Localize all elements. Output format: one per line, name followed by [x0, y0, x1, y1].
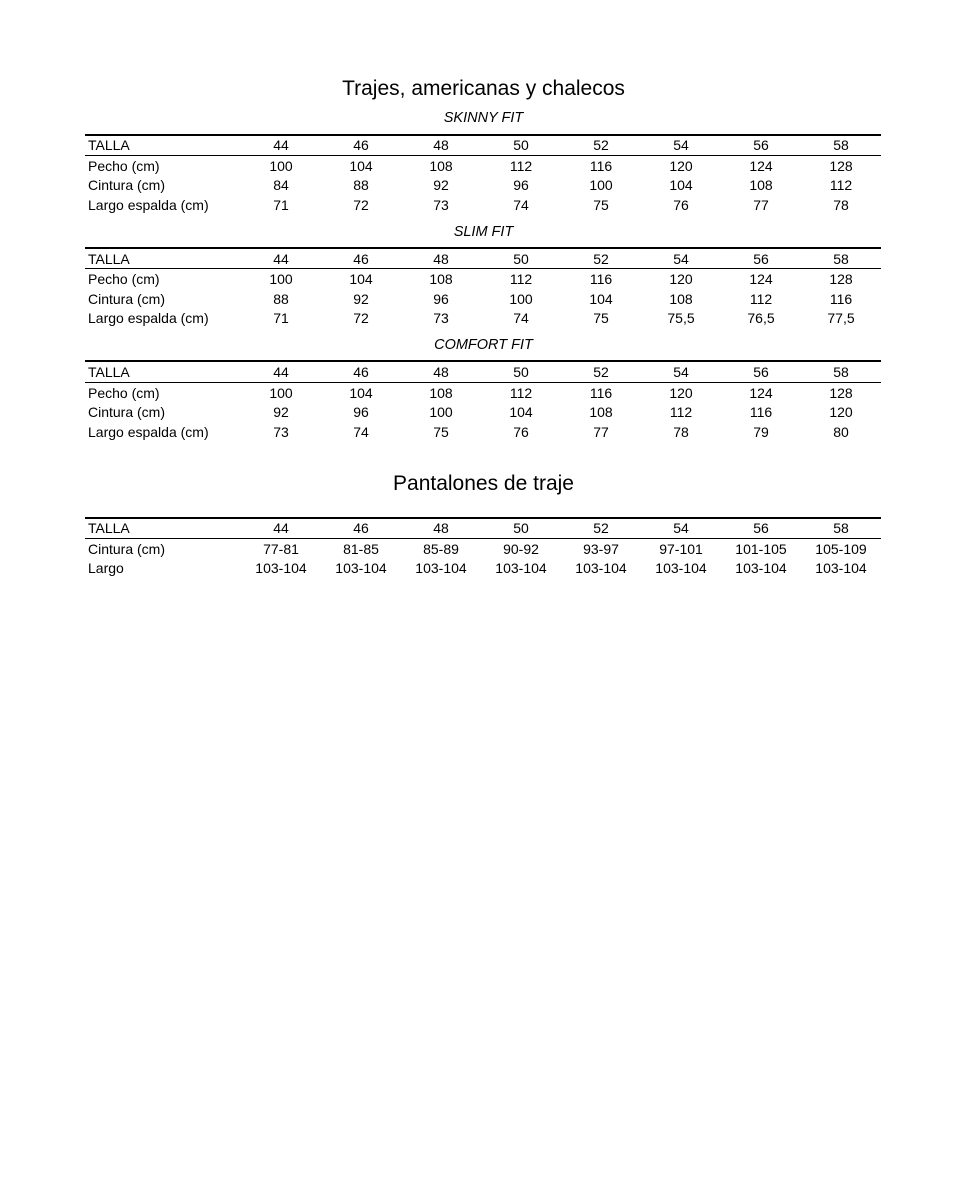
header-size-cell: 58 [801, 361, 881, 382]
value-cell: 77 [593, 423, 609, 440]
header-size-cell: 44 [241, 361, 321, 382]
header-size-cell: 50 [481, 135, 561, 156]
value-cell: 78 [673, 423, 689, 440]
header-size-cell: 52 [561, 135, 641, 156]
table-row [85, 176, 881, 196]
value-cell: 81-85 [343, 540, 379, 557]
value-cell: 84 [273, 177, 289, 194]
value-cell: 124 [749, 384, 773, 401]
value-cell: 104 [349, 384, 373, 401]
value-cell: 92 [273, 404, 289, 421]
header-size-cell: 56 [721, 518, 801, 539]
header-size-cell: 56 [721, 361, 801, 382]
header-size-cell: 56 [721, 135, 801, 156]
row-label-cell: Cintura (cm) [88, 540, 166, 557]
value-cell: 72 [353, 310, 369, 327]
value-cell: 112 [669, 404, 693, 421]
value-cell: 124 [749, 271, 773, 288]
value-cell: 92 [433, 177, 449, 194]
value-cell: 124 [749, 157, 773, 174]
fit-label-slim: SLIM FIT [453, 223, 514, 240]
value-cell: 116 [589, 271, 613, 288]
value-cell: 104 [349, 271, 373, 288]
table-row [85, 289, 881, 309]
value-cell: 73 [433, 310, 449, 327]
value-cell: 90-92 [503, 540, 539, 557]
size-table-skinny-fit [85, 134, 881, 215]
value-cell: 77,5 [827, 310, 855, 327]
row-label-cell: Cintura (cm) [88, 404, 166, 421]
value-cell: 108 [669, 290, 693, 307]
value-cell: 75 [593, 310, 609, 327]
value-cell: 77-81 [263, 540, 299, 557]
value-cell: 105-109 [815, 540, 867, 557]
value-cell: 112 [749, 290, 773, 307]
value-cell: 73 [433, 196, 449, 213]
row-label-cell: Cintura (cm) [88, 177, 166, 194]
row-label-cell: Pecho (cm) [88, 384, 160, 401]
size-guide-page [0, 0, 967, 578]
table-header-row [85, 361, 881, 382]
header-talla-cell: TALLA [85, 361, 241, 382]
value-cell: 104 [669, 177, 693, 194]
fit-label-skinny: SKINNY FIT [443, 110, 524, 127]
value-cell: 93-97 [583, 540, 619, 557]
header-size-cell: 54 [641, 518, 721, 539]
header-size-cell: 50 [481, 518, 561, 539]
value-cell: 116 [589, 384, 613, 401]
row-label-cell: Pecho (cm) [88, 157, 160, 174]
table-header-row [85, 518, 881, 539]
header-size-cell: 46 [321, 361, 401, 382]
value-cell: 76,5 [747, 310, 775, 327]
value-cell: 128 [829, 157, 853, 174]
header-size-cell: 54 [641, 361, 721, 382]
value-cell: 120 [829, 404, 853, 421]
header-talla-cell: TALLA [85, 248, 241, 269]
table-row [85, 156, 881, 176]
row-label-cell: Cintura (cm) [88, 290, 166, 307]
header-size-cell: 50 [481, 361, 561, 382]
value-cell: 97-101 [659, 540, 703, 557]
size-table-slim-fit [85, 247, 881, 328]
table-row [85, 269, 881, 289]
trousers-section-title: Pantalones de traje [393, 472, 574, 496]
value-cell: 108 [429, 157, 453, 174]
value-cell: 88 [273, 290, 289, 307]
header-size-cell: 52 [561, 518, 641, 539]
header-size-cell: 48 [401, 518, 481, 539]
value-cell: 75 [593, 196, 609, 213]
value-cell: 100 [269, 384, 293, 401]
value-cell: 96 [513, 177, 529, 194]
value-cell: 128 [829, 384, 853, 401]
header-size-cell: 56 [721, 248, 801, 269]
header-size-cell: 54 [641, 248, 721, 269]
value-cell: 71 [273, 196, 289, 213]
value-cell: 75 [433, 423, 449, 440]
value-cell: 88 [353, 177, 369, 194]
size-table-trousers [85, 517, 881, 579]
value-cell: 71 [273, 310, 289, 327]
value-cell: 100 [509, 290, 533, 307]
value-cell: 78 [833, 196, 849, 213]
header-size-cell: 58 [801, 518, 881, 539]
value-cell: 103-104 [575, 560, 627, 577]
header-talla-cell: TALLA [85, 135, 241, 156]
value-cell: 112 [509, 271, 533, 288]
header-talla-cell: TALLA [85, 518, 241, 539]
value-cell: 108 [589, 404, 613, 421]
header-size-cell: 46 [321, 518, 401, 539]
value-cell: 120 [669, 271, 693, 288]
value-cell: 103-104 [655, 560, 707, 577]
value-cell: 74 [513, 196, 529, 213]
header-size-cell: 50 [481, 248, 561, 269]
value-cell: 103-104 [495, 560, 547, 577]
value-cell: 74 [353, 423, 369, 440]
fit-section-skinny [0, 110, 967, 214]
value-cell: 96 [433, 290, 449, 307]
row-label-cell: Largo espalda (cm) [88, 196, 209, 213]
table-row [85, 195, 881, 215]
header-size-cell: 48 [401, 248, 481, 269]
value-cell: 75,5 [667, 310, 695, 327]
header-size-cell: 46 [321, 135, 401, 156]
value-cell: 108 [749, 177, 773, 194]
value-cell: 101-105 [735, 540, 787, 557]
header-size-cell: 52 [561, 361, 641, 382]
value-cell: 104 [589, 290, 613, 307]
value-cell: 100 [269, 271, 293, 288]
row-label-cell: Largo espalda (cm) [88, 310, 209, 327]
value-cell: 120 [669, 157, 693, 174]
value-cell: 104 [349, 157, 373, 174]
value-cell: 77 [753, 196, 769, 213]
table-row [85, 559, 881, 579]
row-label-cell: Pecho (cm) [88, 271, 160, 288]
fit-section-slim [0, 224, 967, 328]
header-size-cell: 48 [401, 361, 481, 382]
fit-section-comfort [0, 337, 967, 441]
table-row [85, 539, 881, 559]
header-size-cell: 58 [801, 248, 881, 269]
table-header-row [85, 248, 881, 269]
header-size-cell: 44 [241, 518, 321, 539]
table-row [85, 308, 881, 328]
table-row [85, 402, 881, 422]
value-cell: 103-104 [735, 560, 787, 577]
value-cell: 76 [513, 423, 529, 440]
value-cell: 103-104 [815, 560, 867, 577]
value-cell: 112 [509, 157, 533, 174]
value-cell: 108 [429, 271, 453, 288]
value-cell: 72 [353, 196, 369, 213]
value-cell: 104 [509, 404, 533, 421]
value-cell: 79 [753, 423, 769, 440]
value-cell: 100 [589, 177, 613, 194]
value-cell: 112 [509, 384, 533, 401]
size-table-comfort-fit [85, 360, 881, 441]
suits-section-title: Trajes, americanas y chalecos [342, 77, 625, 100]
value-cell: 74 [513, 310, 529, 327]
value-cell: 108 [429, 384, 453, 401]
value-cell: 128 [829, 271, 853, 288]
value-cell: 80 [833, 423, 849, 440]
value-cell: 92 [353, 290, 369, 307]
value-cell: 76 [673, 196, 689, 213]
header-size-cell: 46 [321, 248, 401, 269]
value-cell: 103-104 [255, 560, 307, 577]
fit-label-comfort: COMFORT FIT [434, 336, 533, 353]
value-cell: 103-104 [335, 560, 387, 577]
row-label-cell: Largo [88, 560, 124, 577]
value-cell: 116 [749, 404, 773, 421]
table-row [85, 422, 881, 442]
header-size-cell: 44 [241, 248, 321, 269]
value-cell: 100 [269, 157, 293, 174]
header-size-cell: 44 [241, 135, 321, 156]
header-size-cell: 58 [801, 135, 881, 156]
value-cell: 116 [829, 290, 853, 307]
value-cell: 112 [829, 177, 853, 194]
value-cell: 100 [429, 404, 453, 421]
value-cell: 116 [589, 157, 613, 174]
header-size-cell: 48 [401, 135, 481, 156]
header-size-cell: 54 [641, 135, 721, 156]
row-label-cell: Largo espalda (cm) [88, 423, 209, 440]
value-cell: 103-104 [415, 560, 467, 577]
table-row [85, 382, 881, 402]
value-cell: 73 [273, 423, 289, 440]
value-cell: 120 [669, 384, 693, 401]
header-size-cell: 52 [561, 248, 641, 269]
value-cell: 85-89 [423, 540, 459, 557]
table-header-row [85, 135, 881, 156]
value-cell: 96 [353, 404, 369, 421]
